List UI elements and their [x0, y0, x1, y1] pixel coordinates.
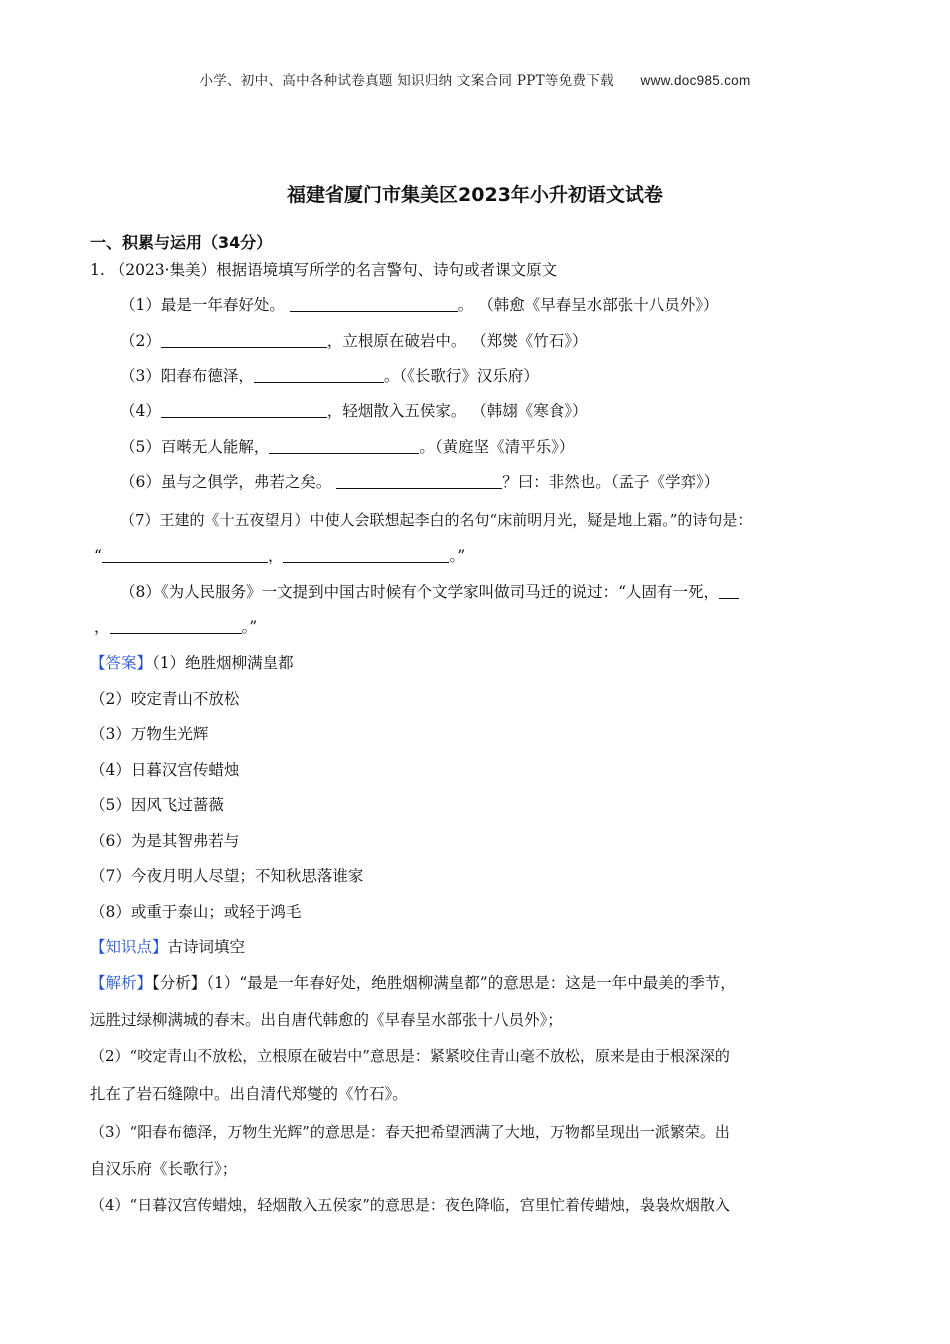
analysis-line-1: 【解析】【分析】（1）“最是一年春好处，绝胜烟柳满皇都”的意思是：这是一年中最美的季节，: [90, 974, 736, 992]
answer-blank[interactable]: [719, 582, 739, 599]
question-item-8: （8）《为人民服务》一文提到中国古时候有个文学家叫做司马迁的说过：“人固有一死，: [120, 580, 739, 602]
header-text: 小学、初中、高中各种试卷真题 知识归纳 文案合同 PPT等免费下载: [199, 73, 614, 89]
answer-blank[interactable]: [110, 617, 242, 634]
analysis-line-5: （3）“阳春布德泽，万物生光辉”的意思是：春天把希望洒满了大地，万物都呈现出一派繁荣。出: [90, 1123, 730, 1141]
question-stem: 1. （2023·集美）根据语境填写所学的名言警句、诗句或者课文原文: [90, 261, 558, 279]
section-heading: 一、积累与运用（34分）: [90, 233, 273, 252]
answer-blank[interactable]: [336, 472, 502, 489]
question-item-1: （1）最是一年春好处。 。 （韩愈《早春呈水部张十八员外》）: [120, 296, 719, 314]
question-item-4: （4） ，轻烟散入五侯家。 （韩翃《寒食》）: [120, 402, 588, 420]
question-item-6: （6）虽与之俱学，弗若之矣。 ？曰：非然也。（孟子《学弈》）: [120, 473, 720, 491]
answer-blank[interactable]: [161, 331, 327, 348]
answer-blank[interactable]: [269, 437, 419, 454]
analysis-line-6: 自汉乐府《长歌行》；: [90, 1160, 238, 1178]
answer-line-2: （2）咬定青山不放松: [90, 690, 240, 708]
analysis-line-3: （2）“咬定青山不放松，立根原在破岩中”意思是：紧紧咬住青山毫不放松，原来是由于根深深的: [90, 1047, 730, 1065]
answer-line-6: （6）为是其智弗若与: [90, 832, 240, 850]
question-item-7: （7）王建的《十五夜望月）中使人会联想起李白的名句“床前明月光，疑是地上霜。”的诗句是：: [120, 511, 753, 529]
analysis-line-2: 远胜过绿柳满城的春末。出自唐代韩愈的《早春呈水部张十八员外》；: [90, 1011, 563, 1029]
page-header: [0, 69, 950, 89]
question-item-7-blanks: “ ， 。”: [94, 547, 466, 565]
header-site[interactable]: www.doc985.com: [640, 73, 751, 88]
answer-blank[interactable]: [254, 366, 384, 383]
analysis-line-4: 扎在了岩石缝隙中。出自清代郑燮的《竹石》。: [90, 1085, 408, 1103]
question-item-3: （3）阳春布德泽， 。（《长歌行》汉乐府）: [120, 367, 539, 385]
question-item-2: （2） ，立根原在破岩中。 （郑爕《竹石》）: [120, 332, 588, 350]
answer-line-8: （8）或重于泰山；或轻于鸿毛: [90, 903, 302, 921]
answer-line-1: 【答案】（1）绝胜烟柳满皇都: [90, 654, 294, 672]
answer-line-3: （3）万物生光辉: [90, 725, 209, 743]
answer-tag: 【答案】: [90, 654, 153, 672]
answer-blank[interactable]: [290, 295, 458, 312]
answer-line-7: （7）今夜月明人尽望；不知秋思落谁家: [90, 867, 364, 885]
analysis-tag: 【解析】: [90, 974, 153, 992]
answer-blank[interactable]: [283, 546, 449, 563]
knowledge-point: 【知识点】古诗词填空: [90, 938, 246, 956]
answer-line-5: （5）因风飞过蔷薇: [90, 796, 224, 814]
answer-blank[interactable]: [161, 401, 327, 418]
question-item-5: （5）百啭无人能解， 。（黄庭坚《清平乐》）: [120, 438, 575, 456]
page-title: 福建省厦门市集美区2023年小升初语文试卷: [287, 184, 663, 206]
question-item-8-blanks: ， 。”: [94, 618, 258, 636]
answer-blank[interactable]: [102, 546, 268, 563]
knowledge-tag: 【知识点】: [90, 938, 168, 956]
answer-line-4: （4）日暮汉宫传蜡烛: [90, 761, 240, 779]
analysis-line-7: （4）“日暮汉宫传蜡烛，轻烟散入五侯家”的意思是：夜色降临，宫里忙着传蜡烛，袅袅炊烟散入: [90, 1196, 730, 1214]
